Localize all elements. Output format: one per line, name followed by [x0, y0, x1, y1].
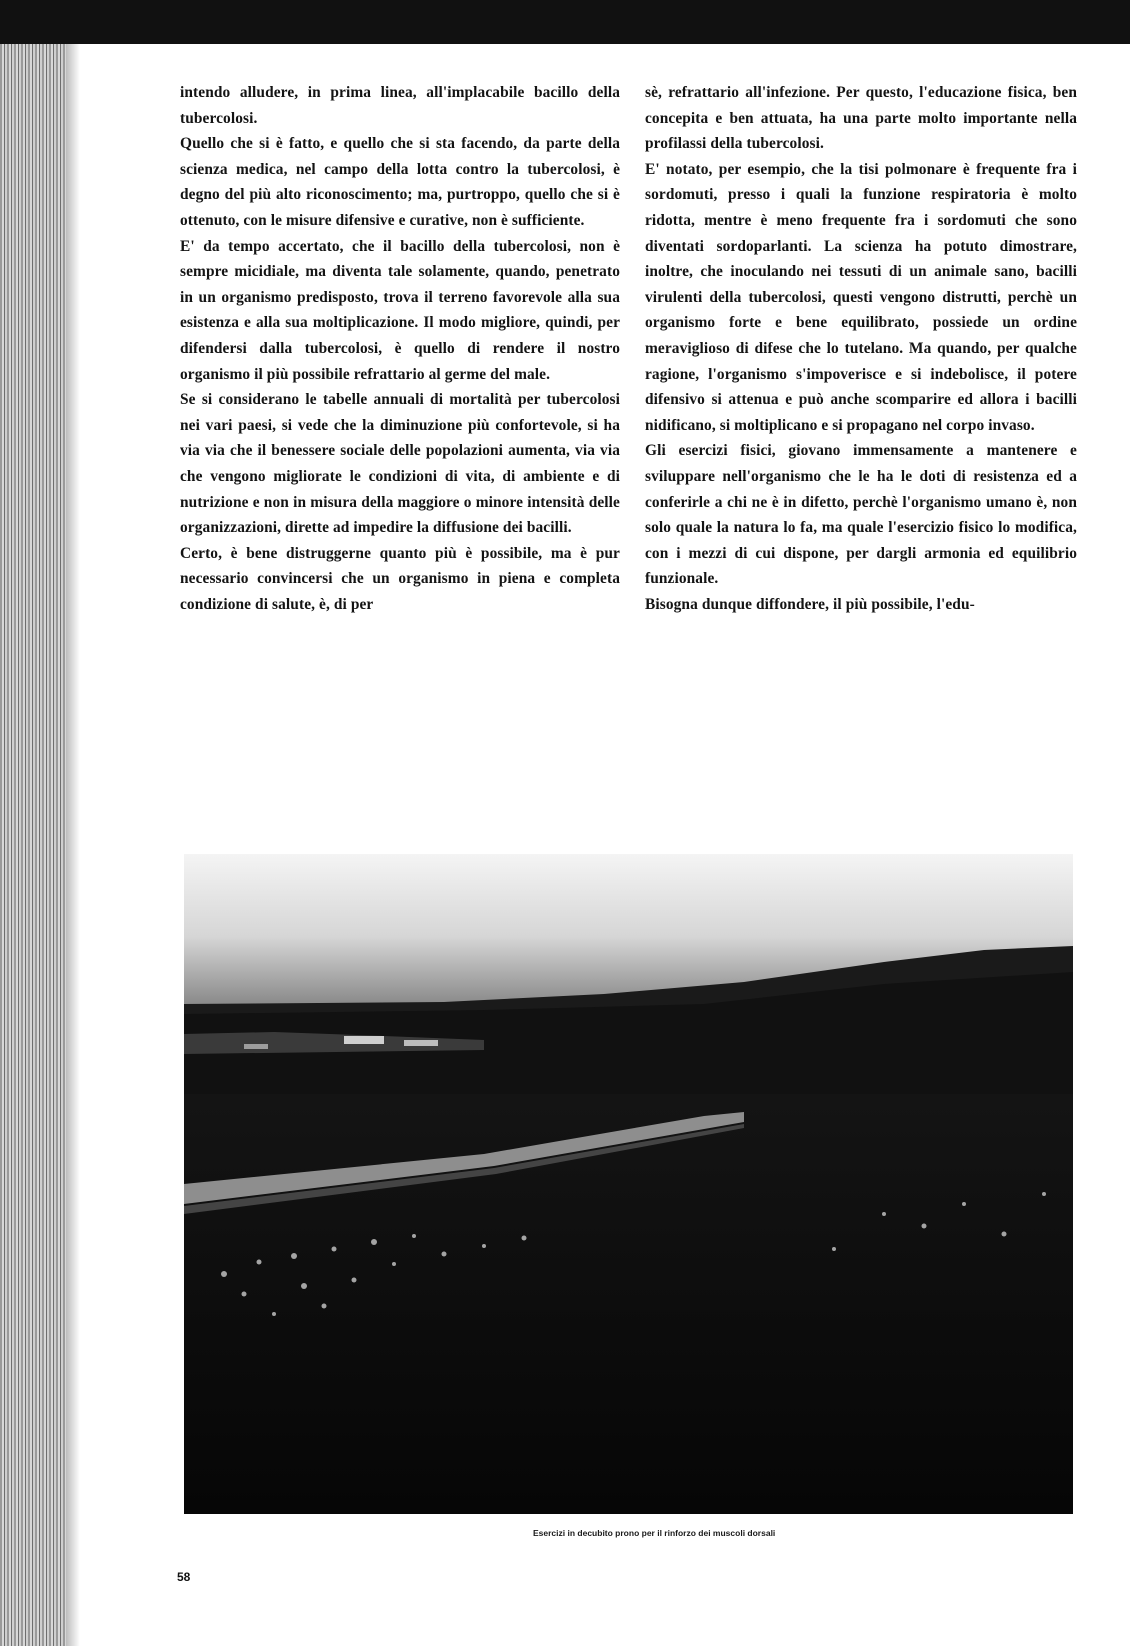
paragraph: sè, refrattario all'infezione. Per questo, l'educazione fisica, ben concepita e ben attuata, ha una parte molto importante nella profilassi della tubercolosi.: [645, 84, 1077, 153]
page-number: 58: [177, 1570, 191, 1584]
scan-top-border: [0, 0, 1130, 44]
paragraph: Gli esercizi fisici, giovano immensamente a mantenere e sviluppare nell'organismo che le ha le doti di resistenza ed a conferirle a chi ne è in difetto, perchè l'organismo umano è, non solo quale la natura lo fa, ma quale l'esercizio fisico lo modifica, con i mezzi di cui dispone, per dargli armonia ed equilibrio funzionale.: [645, 442, 1077, 588]
photo-caption: Esercizi in decubito prono per il rinforzo dei muscoli dorsali: [533, 1528, 776, 1538]
book-page-edges: [0, 0, 80, 1646]
text-column-right: [645, 80, 1077, 617]
landscape-photo: [184, 854, 1073, 1514]
paragraph: Bisogna dunque diffondere, il più possibile, l'edu-: [645, 595, 975, 613]
paragraph: intendo alludere, in prima linea, all'implacabile bacillo della tubercolosi.: [180, 84, 620, 127]
paragraph: Quello che si è fatto, e quello che si sta facendo, da parte della scienza medica, nel campo della lotta contro la tubercolosi, è degno del più alto riconoscimento; ma, purtroppo, quello che si è ottenuto, con le misure difensive e curative, non è sufficiente.: [180, 135, 620, 229]
paragraph: E' da tempo accertato, che il bacillo della tubercolosi, non è sempre micidiale, ma diventa tale solamente, quando, penetrato in un organismo predisposto, trova il terreno favorevole alla sua esistenza e alla sua moltiplicazione. Il modo migliore, quindi, per difendersi dalla tubercolosi, è quello di rendere il nostro organismo il più possibile refrattario al germe del male.: [180, 237, 620, 383]
paragraph: Se si considerano le tabelle annuali di mortalità per tubercolosi nei vari paesi, si vede che la diminuzione più confortevole, si ha via via che il benessere sociale delle popolazioni aumenta, via via che vengono migliorate le condizioni di vita, di ambiente e di nutrizione e non in misura della maggiore o minore intensità delle organizzazioni, dirette ad impedire la diffusione dei bacilli.: [180, 391, 620, 537]
paragraph: E' notato, per esempio, che la tisi polmonare è frequente fra i sordomuti, presso i quali la funzione respiratoria è molto ridotta, mentre è meno frequente fra i sordomuti che sono diventati sordoparlanti. La scienza ha potuto dimostrare, inoltre, che inoculando nei tessuti di un animale sano, bacilli virulenti della tubercolosi, questi vengono distrutti, perchè un organismo forte e bene equilibrato, possiede un ordine meraviglioso di difese che lo tutelano. Ma quando, per qualche ragione, l'organismo s'impoverisce e si indebolisce, il potere difensivo si attenua e può anche scomparire ed allora i bacilli nidificano, si moltiplicano e si propagano nel corpo invaso.: [645, 160, 1077, 434]
book-page: [80, 44, 1130, 1646]
paragraph: Certo, è bene distruggerne quanto più è possibile, ma è pur necessario convincersi che un organismo in piena e completa condizione di salute, è, di per: [180, 544, 620, 613]
text-column-left: [180, 80, 620, 617]
